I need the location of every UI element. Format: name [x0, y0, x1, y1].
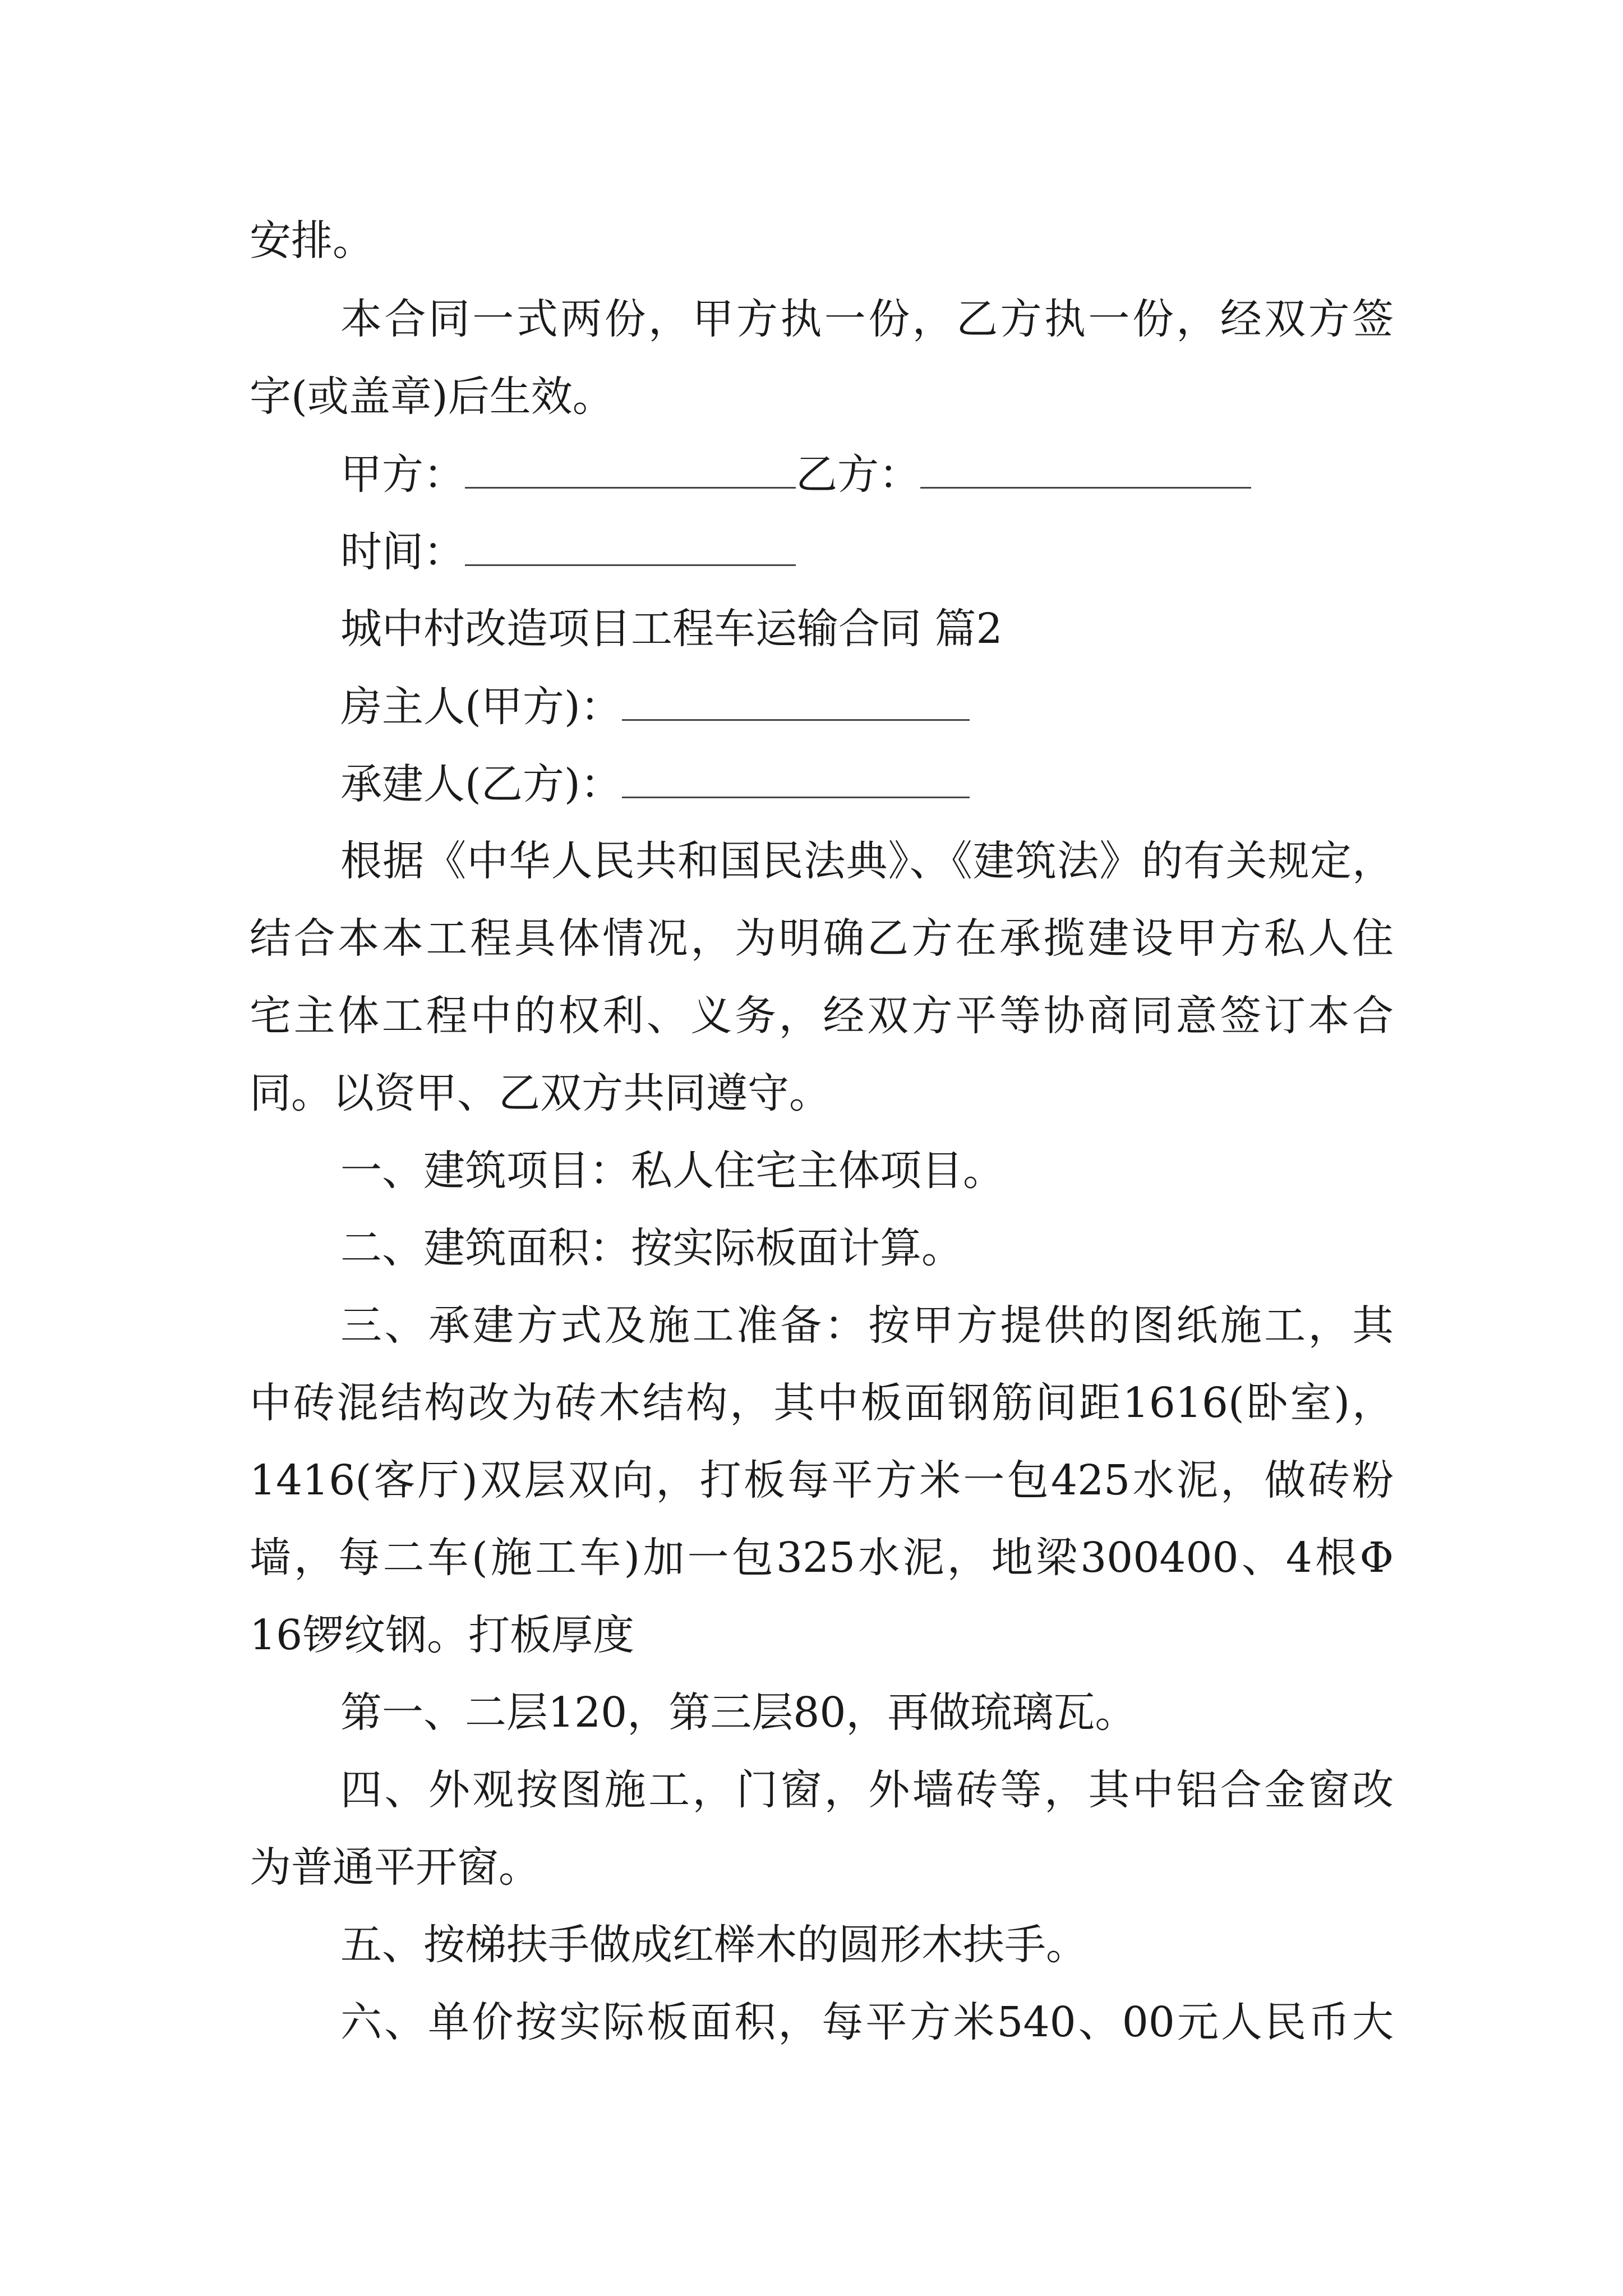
intro-line-3: 宅主体工程中的权利、义务，经双方平等协商同意签订本合: [250, 992, 1394, 1040]
time-blank: [465, 531, 796, 566]
builder-label: 承建人(乙方)：: [340, 760, 622, 808]
closing-tail: 安排。: [250, 217, 374, 265]
party-a-label: 甲方：: [340, 450, 465, 499]
item-3-line-3: 1416(客厅)双层双向，打板每平方米一包425水泥，做砖粉: [250, 1456, 1394, 1504]
item-1: 一、建筑项目：私人住宅主体项目。: [340, 1147, 1004, 1195]
copies-clause-line-1: 本合同一式两份，甲方执一份，乙方执一份，经双方签: [340, 295, 1394, 343]
item-3-line-4: 墙，每二车(施工车)加一包325水泥，地梁300400、4根Φ: [250, 1534, 1394, 1582]
time-label: 时间：: [340, 528, 465, 576]
owner-row: [340, 683, 970, 731]
intro-line-4: 同。以资甲、乙双方共同遵守。: [250, 1069, 831, 1117]
item-3-line-2: 中砖混结构改为砖木结构，其中板面钢筋间距1616(卧室)，: [250, 1379, 1394, 1427]
builder-blank: [622, 763, 970, 798]
item-3-line-5: 16锣纹钢。打板厚度: [250, 1611, 635, 1659]
owner-blank: [622, 685, 970, 721]
intro-line-1: 根据《中华人民共和国民法典》、《建筑法》的有关规定，: [340, 837, 1394, 885]
item-4-line-1: 四、外观按图施工，门窗，外墙砖等，其中铝合金窗改: [340, 1766, 1394, 1814]
builder-row: [340, 760, 970, 808]
item-6-line-1: 六、单价按实际板面积，每平方米540、00元人民币大: [340, 1998, 1394, 2046]
time-row: [340, 528, 796, 576]
party-b-label: 乙方：: [796, 450, 920, 499]
party-a-signature-blank: [465, 453, 796, 489]
owner-label: 房主人(甲方)：: [340, 683, 622, 731]
item-3-line-6: 第一、二层120，第三层80，再做琉璃瓦。: [340, 1688, 1137, 1737]
signature-row: [340, 450, 1251, 499]
item-3-line-1: 三、承建方式及施工准备：按甲方提供的图纸施工，其: [340, 1301, 1394, 1350]
item-2: 二、建筑面积：按实际板面计算。: [340, 1224, 963, 1272]
section-title: 城中村改造项目工程车运输合同 篇2: [340, 605, 1003, 653]
copies-clause-line-2: 字(或盖章)后生效。: [250, 372, 614, 421]
party-b-signature-blank: [920, 453, 1251, 489]
item-4-line-2: 为普通平开窗。: [250, 1843, 540, 1892]
intro-line-2: 结合本本工程具体情况，为明确乙方在承揽建设甲方私人住: [250, 914, 1394, 963]
item-5: 五、按梯扶手做成红榉木的圆形木扶手。: [340, 1921, 1087, 1969]
